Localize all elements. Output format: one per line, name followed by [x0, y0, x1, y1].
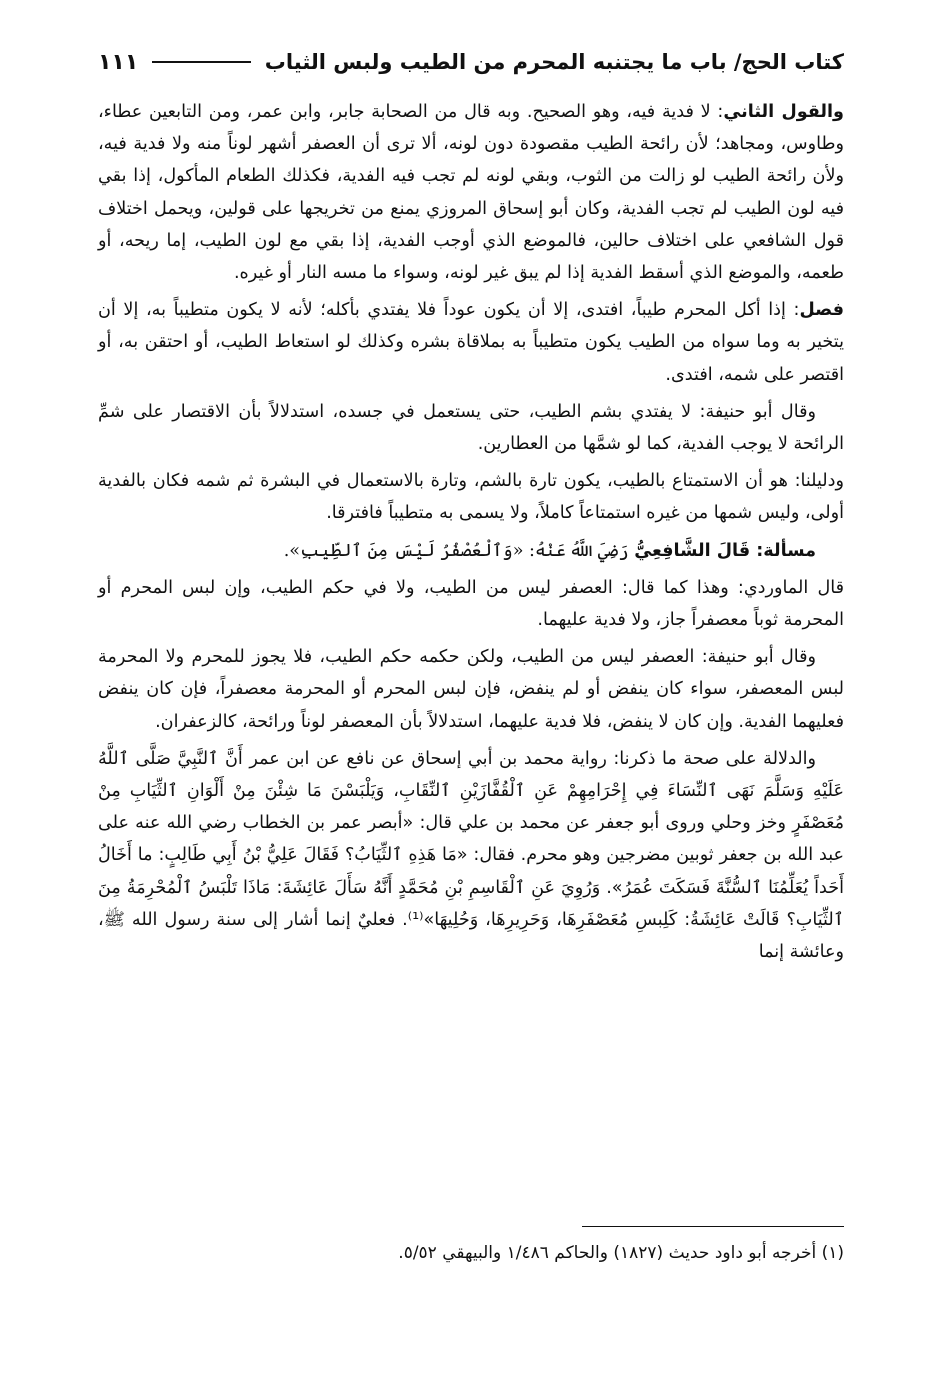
- paragraph-text: : لا فدية فيه، وهو الصحيح. وبه قال من الصحابة جابر، وابن عمر، ومن التابعين عطاء، وطاوس، ومجاهد؛ لأن رائحة الطيب مقصودة دون لونه، ألا ترى أن العصفر أشهر لوناً منه ولا فدية فيه، ولأن رائحة الطيب لو زالت من الثوب، وبقي لونه لم تجب فيه الفدية، فكذلك الطعام المأكول، إذا بقي فيه لون الطيب لم تجب الفدية، وكان أبو إسحاق المروزي يمنع من تخريجها على قولين، ويحمل اختلاف قول الشافعي على اختلاف حالين، فالموضع الذي أوجب الفدية، إذا بقي مع لون الطيب، إما ريحه، أو طعمه، والموضع الذي أسقط الفدية إذا لم يبق غير لونه، وسواء ما مسه النار أو غيره.: [98, 102, 844, 284]
- footnote-text: (١) أخرجه أبو داود حديث (١٨٢٧) والحاكم ١/٤٨٦ والبيهقي ٥/٥٢.: [398, 1243, 844, 1263]
- paragraph-proof-hadith: [98, 743, 844, 968]
- paragraph-text: والدلالة على صحة ما ذكرنا: رواية محمد بن أبي إسحاق عن نافع عن ابن عمر أَنَّ ٱلنَّبِيَّ صَلَّى ٱللَّهُ عَلَيْهِ وَسَلَّمَ نَهَى ٱلنِّسَاءَ فِي إِحْرَامِهِمْ عَنِ ٱلْقُفَّازَيْنِ ٱلنِّقَابِ، وَيَلْبَسْنَ مَا شِئْنَ مِنْ أَلْوَانِ ٱلثِّيَابِ مِنْ مُعَصْفَرٍ وخز وحلي وروى أبو جعفر عن محمد بن علي قال: «أبصر عمر بن الخطاب رضي الله عنه على عبد الله بن جعفر ثوبين مضرجين وهو محرم. فقال: «مَا هَذِهِ ٱلثِّيَابُ؟ فَقَالَ عَلِيُّ بْنُ أَبِي طَالِبٍ: ما أَخَالُ أَحَداً يُعَلِّمُنَا ٱلسُّنَّةَ فَسَكَتَ عُمَرُ». وَرُوِيَ عَنِ ٱلْقَاسِمِ بْنِ مُحَمَّدٍ أَنَّهُ سَأَلَ عَائِشَةَ: مَاذَا تَلْبَسُ ٱلْمُحْرِمَةُ مِنَ ٱلثِّيَابِ؟ قَالَتْ عَائِشَةُ: كَلِبسِ مُعَصْفَرِهَا، وَحَرِيرِهَا، وَحُلِيهَا»⁽¹⁾. فعليٌ إنما أشار إلى سنة رسول الله ﷺ، وعائشة إنما: [98, 748, 844, 963]
- paragraph-text: ودليلنا: هو أن الاستمتاع بالطيب، يكون تارة بالشم، وتارة بالاستعمال في البشرة ثم شمه فكان بالفدية أولى، وليس شمها من غيره استمتاعاً كاملاً، ولا يسمى به متطيباً فافترقا.: [98, 471, 844, 524]
- paragraph-text: قال الماوردي: وهذا كما قال: العصفر ليس من الطيب، ولا في حكم الطيب، وإن لبس المحرم أو المحرمة ثوباً معصفراً جاز، ولا فدية عليهما.: [98, 577, 844, 631]
- paragraph-lead: والقول الثاني: [723, 102, 844, 122]
- paragraph-fasl: [98, 294, 844, 391]
- paragraph-masala: [98, 535, 844, 567]
- paragraph-abu-hanifa-safflower: [98, 641, 844, 738]
- running-header: [98, 44, 844, 80]
- paragraph-second-opinion: [98, 96, 844, 289]
- paragraph-abu-hanifa-smell: [98, 396, 844, 460]
- paragraph-text: وقال أبو حنيفة: لا يفتدي بشم الطيب، حتى يستعمل في جسده، استدلالاً بأن الاقتصار على شمِّ الرائحة لا يوجب الفدية، كما لو شمَّها من العطارين.: [98, 401, 844, 455]
- paragraph-our-evidence: [98, 465, 844, 529]
- page-number: ١١١: [98, 49, 139, 75]
- paragraph-text: وقال أبو حنيفة: العصفر ليس من الطيب، ولكن حكمه حكم الطيب، فلا يجوز للمحرم ولا المحرمة لبس المعصفر، سواء كان ينفض أو لم ينفض، فإن لبس المحرم أو المحرمة معصفراً، فإن كان ينفض فعليهما الفدية. وإن كان لا ينفض، فلا فدية عليهما، استدلالاً بأن المعصفر لوناً ورائحة، كالزعفران.: [98, 647, 844, 732]
- paragraph-text: رَضِيَ اللَّهُ عَنْهُ: «وَٱلْعُصْفُرُ لَيْسَ مِنَ ٱلطِّيبِ».: [283, 540, 635, 561]
- paragraph-lead: فصل: [799, 300, 844, 321]
- header-rule: [152, 61, 250, 63]
- paragraph-text: : إذا أكل المحرم طيباً، افتدى، إلا أن يكون عوداً فلا يفتدي بأكله؛ لأنه لا يكون متطيباً به، إلا أن يتخير به وما سواه من الطيب يكون متطيباً به بملاقاة بشره وكذلك لو استعاط الطيب، أو احتقن به، أو اقتصر على شمه، افتدى.: [98, 300, 844, 385]
- paragraph-mawardi: [98, 572, 844, 636]
- paragraph-lead: مسألة: قَالَ الشَّافِعِيُّ: [634, 540, 816, 561]
- main-text: [98, 96, 844, 973]
- footnote: [98, 1240, 844, 1266]
- footnote-rule: [582, 1226, 844, 1227]
- chapter-title: كتاب الحج/ باب ما يجتنبه المحرم من الطيب ولبس الثياب: [264, 50, 844, 74]
